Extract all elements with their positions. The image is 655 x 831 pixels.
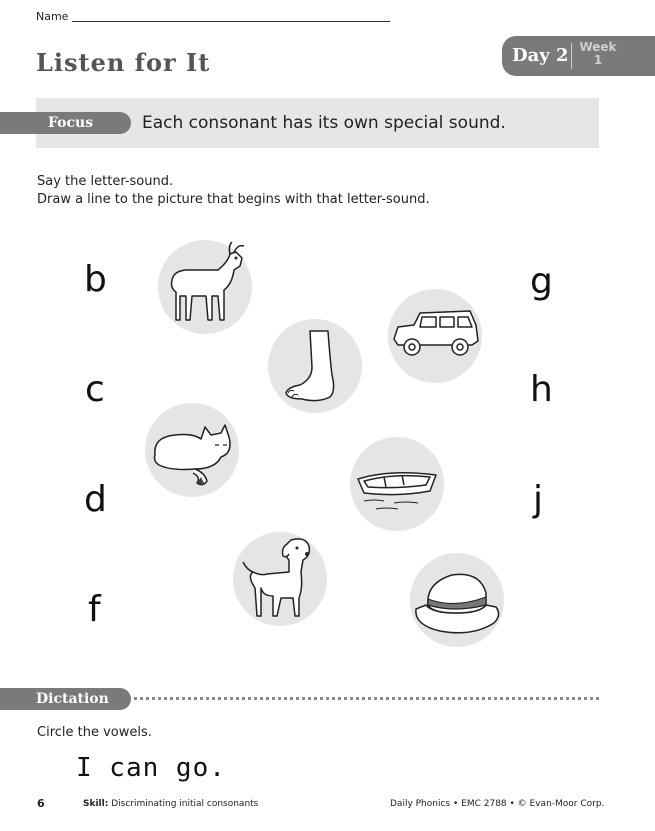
- jeep-picture[interactable]: [388, 289, 482, 383]
- name-blank-line[interactable]: [72, 12, 390, 22]
- letter-b[interactable]: b: [84, 259, 107, 300]
- week-label: [576, 41, 620, 67]
- name-field: [36, 10, 390, 23]
- week-number: 1: [593, 53, 603, 67]
- instruction-line-2: Draw a line to the picture that begins with that letter-sound.: [37, 192, 430, 207]
- focus-label-pill: [0, 112, 131, 134]
- name-label: Name: [36, 10, 69, 23]
- letter-c[interactable]: c: [85, 369, 105, 410]
- page-title: Listen for It: [36, 48, 211, 77]
- boat-icon: [350, 437, 444, 531]
- letter-h[interactable]: h: [530, 369, 553, 410]
- week-text: Week: [579, 40, 617, 54]
- letter-g[interactable]: g: [530, 261, 553, 302]
- hat-icon: [410, 553, 504, 647]
- dotted-divider: [134, 697, 599, 704]
- skill-line: [83, 799, 258, 809]
- badge-divider: [571, 43, 572, 69]
- dictation-label: Dictation: [36, 691, 109, 707]
- hat-picture[interactable]: [410, 553, 504, 647]
- cat-icon: [145, 403, 239, 497]
- goat-picture[interactable]: [158, 240, 252, 334]
- dictation-label-pill: [0, 688, 131, 710]
- letter-d[interactable]: d: [84, 479, 107, 520]
- publisher-line: Daily Phonics • EMC 2788 • © Evan-Moor Corp.: [390, 799, 605, 809]
- foot-picture[interactable]: [268, 319, 362, 413]
- instruction-line-1: Say the letter-sound.: [37, 174, 174, 189]
- letter-j[interactable]: j: [533, 479, 544, 520]
- dictation-sentence[interactable]: I can go.: [76, 753, 226, 783]
- instructions: [37, 173, 430, 209]
- goat-icon: [158, 240, 252, 334]
- skill-text: Discriminating initial consonants: [111, 799, 259, 809]
- dog-picture[interactable]: [233, 532, 327, 626]
- jeep-icon: [388, 289, 482, 383]
- skill-label: Skill:: [83, 799, 109, 809]
- day-week-badge: [502, 36, 655, 76]
- foot-icon: [268, 319, 362, 413]
- cat-picture[interactable]: [145, 403, 239, 497]
- focus-label: Focus: [48, 115, 94, 131]
- day-label: Day 2: [512, 45, 569, 66]
- page-number: 6: [37, 797, 45, 810]
- dog-icon: [233, 532, 327, 626]
- letter-f[interactable]: f: [88, 589, 101, 630]
- focus-text: Each consonant has its own special sound.: [142, 113, 506, 133]
- dictation-instruction: Circle the vowels.: [37, 725, 152, 740]
- boat-picture[interactable]: [350, 437, 444, 531]
